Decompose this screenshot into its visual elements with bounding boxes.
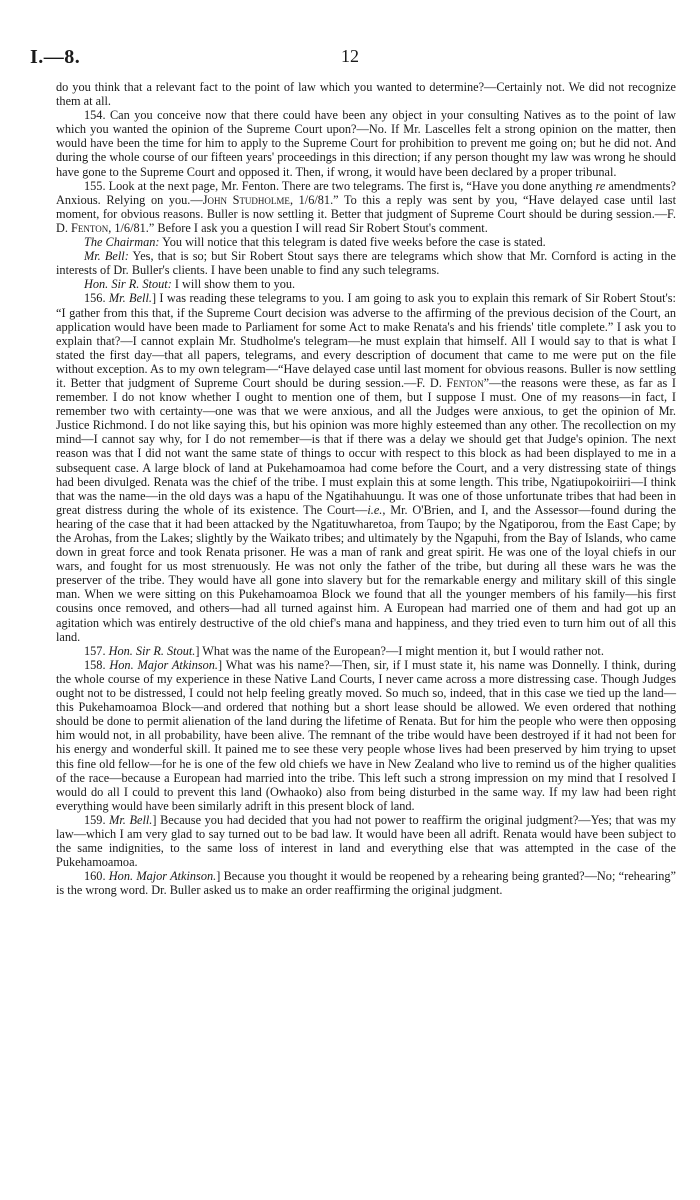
text-run: 154. Can you conceive now that there could have been any object in your consulting Natives as to the point of law which you wanted the opinion of the Supreme Court upon?—No. If Mr. Lascelles felt a strong opinion on the matter, then would have been the time for him to apply to the Supreme Court for prohibition to prevent me going on; but he did not. And during the whole course of our fifteen years' proceedings in this direction; if any person thought my law was wrong he should have gone to the Supreme Court and opposed it. Then, if wrong, it would have been declared by a proper tribunal. xyxy=(56,108,676,179)
text-run: ] Because you had decided that you had not power to reaffirm the original judgment?—Yes; that was my law—which I am very glad to say turned out to be bad law. It would have been all adrift. Renata would have been subject to the same indignities, to the same loss of interest in land and everything else that was attempted in the case of the Pukehamoamoa. xyxy=(56,812,676,870)
text-run: ] What was the name of the European?—I might mention it, but I would rather not. xyxy=(195,643,604,658)
paragraph xyxy=(56,249,676,277)
document-reference: I.—8. xyxy=(30,46,81,68)
text-run: , 1/6/81.” To this a reply was sent by you, “Have delayed case until last moment, for obvious reasons. Buller is now settling it. Better that judgment of Supreme Court should be during session.—F. D. xyxy=(56,192,676,235)
paragraph xyxy=(56,658,676,813)
page-header xyxy=(30,46,670,70)
italic-text: Hon. Major Atkinson. xyxy=(108,869,217,884)
italic-text: The Chairman: xyxy=(84,235,160,250)
italic-text: Mr. Bell. xyxy=(108,291,152,306)
text-run: Yes, that is so; but Sir Robert Stout says there are telegrams which show that Mr. Cornford is acting in the interests of Dr. Buller's clients. I have been unable to find any such telegrams. xyxy=(56,249,677,278)
italic-text: Hon. Major Atkinson. xyxy=(109,657,219,672)
paragraph xyxy=(56,291,676,643)
document-body xyxy=(56,80,676,897)
text-run: amendments? Anxious. Relying on you.— xyxy=(56,178,676,207)
small-caps-name: Fenton xyxy=(71,220,109,235)
text-run: do you think that a relevant fact to the point of law which you wanted to determine?—Certainly not. We did not recognize them at all. xyxy=(56,80,676,109)
paragraph xyxy=(56,235,676,249)
paragraph xyxy=(56,179,676,235)
text-run: , Mr. O'Brien, and I, and the Assessor—found during the hearing of the case that it had been attacked by the Ngatituwharetoa, from Taupo; by the Ngatiporou, from the East Cape; by the Arohas, from the Lakes; slightly by the Waikato tribes; and ultimately by the Ngapuhi, from the Bay of Islands, who came down in great force and took Renata prisoner. He was a man of rank and great spirit. He was one of the loyal chiefs in our wars, and fought for us most strenuously. He was not only the father of the tribe, but during all these wars he was the preserver of the tribe. They would have all gone into slavery but for the remarkable energy and military skill of this single man. When we were sitting on this Pukehamoamoa Block we found that all the younger members of his family—his first cousins once removed, and others—had all turned against him. A European had married one of them and had got up an agitation which was entirely destructive of the old chief's mana and happiness, and they tried even to turn him out of all this land. xyxy=(56,502,676,644)
text-run: ”—the reasons were these, as far as I remember. I do not know whether I ought to mention one of them, but I suppose I must. One of my reasons—in fact, I remember two with certainty—one was that we were anxious, and all the Judges were anxious, to get the opinion of Mr. Justice Richmond. I do not like saying this, but his opinion was more highly esteemed than any other. The recollection on my mind—I cannot say why, for I do not remember—is that if there was a delay we should get that Judge's opinion. The next reason was that I did not want the same state of things to occur with respect to this block as had been displayed to me in a subsequent case. A large block of land at Pukehamoamoa had come before the Court, and a very distressing state of things had been divulged. Renata was the chief of the tribe. I must explain this at some length. This tribe, Ngatiupokoiriiri—I think that was the name—in the old days was a hapu of the Ngatihahuungu. It was one of those unfortunate tribes that had been in great distress during the whole of its existence. The Court— xyxy=(56,375,676,517)
text-run: 159. xyxy=(84,812,110,827)
text-run: ] What was his name?—Then, sir, if I must state it, his name was Donnelly. I think, during the whole course of my experience in these Native Land Courts, I never came across a more distressing case. Though Judges ought not to be distressed, I could not help feeling greatly moved. So much so, indeed, that in this case we tied up the land—this Pukehamoamoa Block—and ordered that nothing but a short lease should be allowed. We even ordered that nothing should be done to permit alienation of the land during the lifetime of Renata. But for him the people who were then opposing him would not, in all probability, have been alive. The remnant of the tribe would have been destroyed if it had not been for his energy and wonderful skill. It pained me to see these very people whose lives had been preserved by him trying to upset this fine old fellow—for he is one of the few old chiefs we have in New Zealand who live to remind us of the higher qualities of the race—because a European had married into the tribe. This left such a strong impression on my mind that I resolved I would do all I could to prevent this land (Owhaoko) also from being disturbed in the same way. If my law had been right everything would have been similarly adrift in this present block of land. xyxy=(56,657,676,813)
small-caps-name: Fenton xyxy=(446,375,484,390)
paragraph xyxy=(56,277,676,291)
text-run: 158. xyxy=(84,657,110,672)
text-run: 160. xyxy=(84,869,109,884)
page-number: 12 xyxy=(341,46,359,66)
paragraph xyxy=(56,80,676,108)
italic-text: i.e. xyxy=(367,502,383,517)
text-run: 157. xyxy=(84,643,109,658)
text-run: 156. xyxy=(84,291,109,306)
paragraph xyxy=(56,108,676,178)
italic-text: Mr. Bell: xyxy=(84,249,129,264)
text-run: 155. Look at the next page, Mr. Fenton. There are two telegrams. The first is, “Have you done anything xyxy=(84,178,596,193)
paragraph xyxy=(56,813,676,869)
italic-text: Hon. Sir R. Stout: xyxy=(84,277,172,292)
text-run: You will notice that this telegram is dated five weeks before the case is stated. xyxy=(159,235,546,250)
text-run: ] Because you thought it would be reopened by a rehearing being granted?—No; “rehearing” is the wrong word. Dr. Buller asked us to make an order reaffirming the original judgment. xyxy=(56,869,676,898)
text-run: ] I was reading these telegrams to you. I am going to ask you to explain this remark of Sir Robert Stout's: “I gather from this that, if the Supreme Court decision was adverse to the affirming of the previous decision of the Court, an application would have been made to Parliament for some Act to make Renata's and his friends' title complete.” I ask you to explain that?—I cannot explain Mr. Studholme's telegram—he must explain that himself. All I would say to that is what I stated the first day—that all papers, telegrams, and every description of document that came to me were put on the file without exception. As to my own telegram—“Have delayed case until last moment for obvious reasons. Buller is now settling it. Better that judgment of Supreme Court should be during session.—F. D. xyxy=(56,291,676,390)
italic-text: Mr. Bell. xyxy=(109,812,153,827)
text-run: I will show them to you. xyxy=(171,277,296,292)
text-run: , 1/6/81.” Before I ask you a question I will read Sir Robert Stout's comment. xyxy=(108,220,488,235)
small-caps-name: John Studholme xyxy=(202,192,290,207)
paragraph xyxy=(56,869,676,897)
paragraph xyxy=(56,644,676,658)
italic-text: re xyxy=(595,178,606,193)
italic-text: Hon. Sir R. Stout. xyxy=(108,643,196,658)
